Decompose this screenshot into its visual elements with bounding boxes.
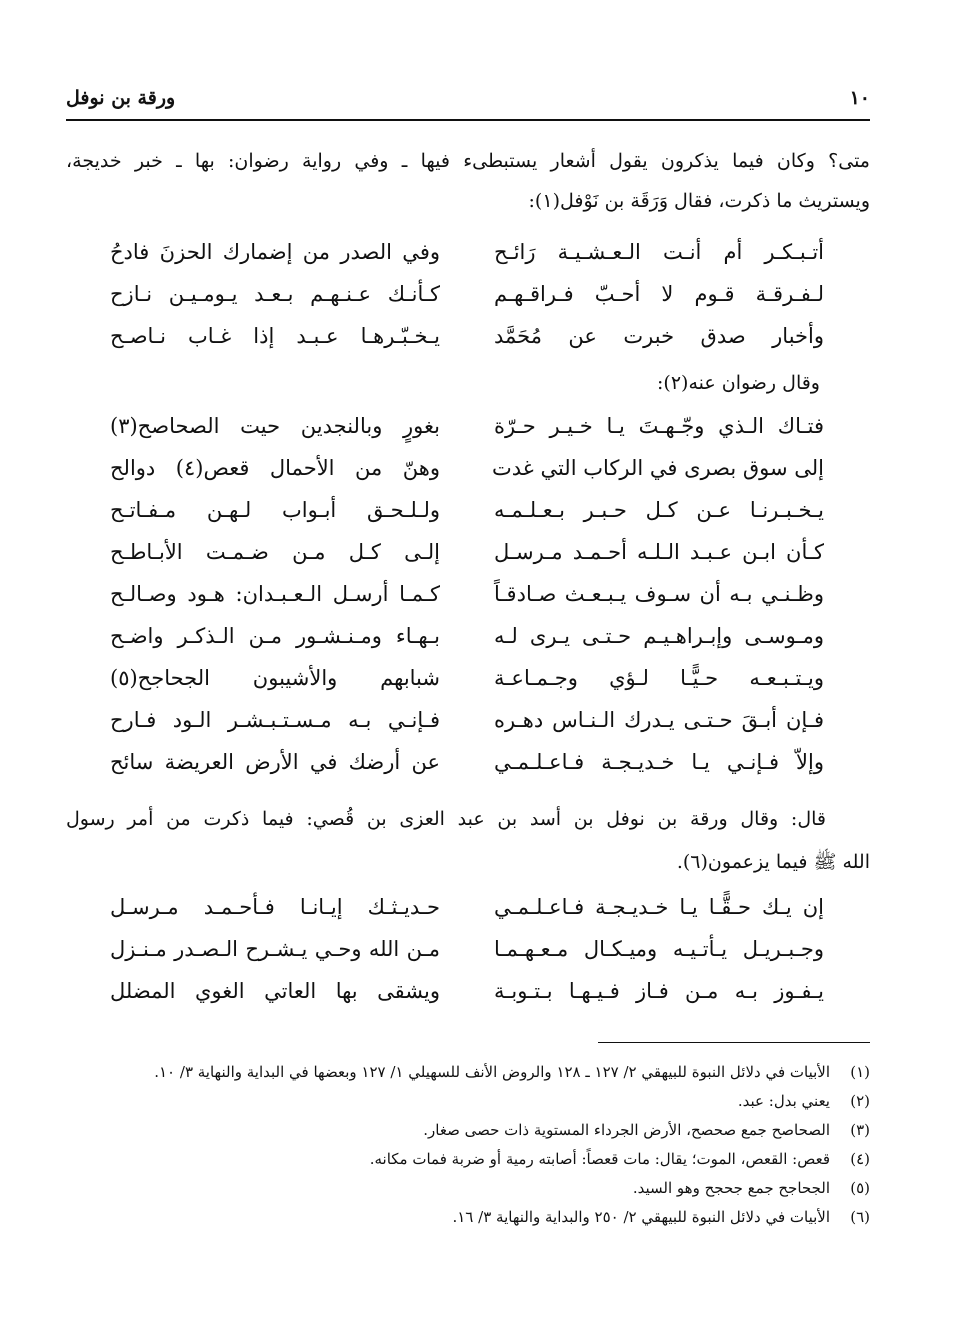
verse bbox=[110, 324, 824, 366]
verse-first-hemistich: فتـاك الـذي وجّـهـتَ يـا خـيـر حـرّة bbox=[494, 414, 824, 438]
verse-first-hemistich: لـفـرقـة قـوم لا أحـبّ فـراقـهـم bbox=[494, 282, 824, 306]
footnote bbox=[66, 1060, 870, 1085]
verse-first-hemistich: وأخبار صدق خبرت عن مُحَمَّد bbox=[494, 324, 824, 348]
verse bbox=[110, 750, 824, 792]
running-title: ورقة بن نوفل bbox=[66, 87, 176, 109]
verse bbox=[110, 456, 824, 498]
verse bbox=[110, 282, 824, 324]
verse-first-hemistich: أتـبـكـر أم أنـت الـعـشـيـة رَائـح bbox=[494, 240, 824, 264]
verse-second-hemistich: شبابهم والأشيبون الجحاجح(٥) bbox=[110, 666, 440, 690]
verse-first-hemistich: كـأن ابـن عـبـد الـلـه أحـمـد مـرسـل bbox=[494, 540, 824, 564]
verse bbox=[110, 240, 824, 282]
footnote-number: (٥) bbox=[850, 1179, 870, 1197]
poem-2 bbox=[110, 414, 824, 792]
verse-first-hemistich: إن يـك حـقًّـا يـا خـديـجـة فـاعـلـمـي bbox=[494, 895, 824, 919]
footnote bbox=[66, 1089, 870, 1114]
footnote-number: (١) bbox=[850, 1063, 870, 1081]
verse-first-hemistich: يـخـبـرنـا عـن كـل حـبـر بـعـلـمـه bbox=[494, 498, 824, 522]
verse-second-hemistich: يـخـبّـرهـا عـبـد إذا غـاب نـاصـح bbox=[110, 324, 440, 348]
page-header bbox=[66, 78, 870, 118]
verse-second-hemistich: عن أرضك في الأرض العريضة سائح bbox=[110, 750, 440, 774]
footnote-number: (٢) bbox=[850, 1092, 870, 1110]
verse bbox=[110, 624, 824, 666]
verse-first-hemistich: يـفـوز بـه مـن فـاز فـيـهـا بـتـوبـة bbox=[494, 979, 824, 1003]
verse-first-hemistich: إلى سوق بصرى في الركاب التي غدت bbox=[492, 456, 824, 480]
verse bbox=[110, 895, 824, 937]
footnote bbox=[66, 1205, 870, 1230]
intro-line-2: ويستريث ما ذكرت، فقال وَرَقَة بن نَوْفل(١): bbox=[528, 190, 870, 212]
page-number: ١٠ bbox=[849, 87, 870, 109]
transition-line: وقال رضوان عنه(٢): bbox=[656, 372, 820, 394]
footnote-number: (٣) bbox=[850, 1121, 870, 1139]
footnote-text: الجحاجح جمع جحجح وهو السيد. bbox=[632, 1179, 830, 1197]
footnote-number: (٦) bbox=[850, 1208, 870, 1226]
footnote-separator bbox=[598, 1042, 870, 1043]
paragraph-2 bbox=[66, 808, 870, 890]
verse-second-hemistich: حـديـثـك إيـانـا فـأحـمـد مـرسـل bbox=[110, 895, 440, 919]
verse bbox=[110, 498, 824, 540]
footnote bbox=[66, 1118, 870, 1143]
header-rule bbox=[66, 119, 870, 121]
verse-first-hemistich: وظـنـي بـه أن سـوف يـبـعـث صـادقـاً bbox=[494, 582, 824, 606]
verse bbox=[110, 979, 824, 1021]
footnote-text: الأبيات في دلائل النبوة للبيهقي ٢/ ٢٥٠ والبداية والنهاية ٣/ ١٦. bbox=[452, 1208, 830, 1226]
verse-first-hemistich: وإلاّ فـإنـي يـا خـديـجـة فـاعـلـمـي bbox=[494, 750, 824, 774]
verse bbox=[110, 666, 824, 708]
verse bbox=[110, 708, 824, 750]
verse-second-hemistich: بغورٍ وبالنجدين حيت الصحاصح(٣) bbox=[110, 414, 440, 438]
verse-second-hemistich: فـإنـي بـه مـسـتـبـشـر الـود فـارح bbox=[110, 708, 440, 732]
verse-second-hemistich: وفي الصدر من إضمارك الحزنَ فادحُ bbox=[110, 240, 440, 264]
verse-second-hemistich: ويشقى بها العاتي الغوي المضلل bbox=[110, 979, 440, 1003]
intro-paragraph bbox=[66, 150, 870, 230]
verse bbox=[110, 937, 824, 979]
paragraph-2-line-2: الله ﷺ فيما يزعمون(٦). bbox=[676, 851, 870, 873]
verse-second-hemistich: كـأنـك عـنـهـم بـعـد يـومـيـن نـازح bbox=[110, 282, 440, 306]
footnote-number: (٤) bbox=[850, 1150, 870, 1168]
verse-first-hemistich: ويـتـبـعـه حـيًّـا لـؤي وجـمـاعـة bbox=[494, 666, 824, 690]
verse-second-hemistich: بـهـاء ومـنـشـور مـن الـذكـر واضـح bbox=[110, 624, 440, 648]
verse-second-hemistich: إلـى كـل مـن ضـمـت الأبـاطـح bbox=[110, 540, 440, 564]
verse-second-hemistich: ولـلـحـق أبـواب لـهـن مـفـاتـح bbox=[110, 498, 440, 522]
verse bbox=[110, 540, 824, 582]
poem-1 bbox=[110, 240, 824, 366]
footnote-text: يعني بدل: عبد. bbox=[737, 1092, 830, 1110]
footnote-text: قعص: القعص، الموت؛ يقال: مات قعصاً: أصابته رمية أو ضربة فمات مكانه. bbox=[369, 1150, 830, 1168]
footnotes bbox=[66, 1060, 870, 1234]
verse-first-hemistich: فـإن أبـقَ حـتـى يـدرك الـنـاس دهـره bbox=[494, 708, 824, 732]
verse-second-hemistich: مـن الله وحـي يـشـرح الـصـدر مـنـزل bbox=[110, 937, 440, 961]
footnote bbox=[66, 1176, 870, 1201]
footnote-text: الصحاصح جمع صحصح، الأرض الجرداء المستوية ذات حصى صغار. bbox=[423, 1121, 830, 1139]
paragraph-2-line-1: قال: وقال ورقة بن نوفل بن أسد بن عبد العزى بن قُصي: فيما ذكرت من أمر رسول bbox=[66, 808, 826, 830]
verse-second-hemistich: كـمـا أرسـل الـعـبـدان: هـود وصـالـح bbox=[110, 582, 440, 606]
intro-line-1: متى؟ وكان فيما يذكرون يقول أشعار يستبطىء فيها ـ وفي رواية رضوان: بها ـ خبر خديجة، bbox=[66, 150, 870, 172]
verse bbox=[110, 414, 824, 456]
verse-first-hemistich: وجـبـريـل يـأتـيـه وميـكـال مـعـهـمـا bbox=[494, 937, 824, 961]
verse bbox=[110, 582, 824, 624]
footnote bbox=[66, 1147, 870, 1172]
poem-3 bbox=[110, 895, 824, 1021]
verse-first-hemistich: ومـوسـى وإبـراهـيـم حـتـى يـرى لـه bbox=[494, 624, 824, 648]
footnote-text: الأبيات في دلائل النبوة للبيهقي ٢/ ١٢٧ ـ ١٢٨ والروض الأنف للسهيلي ١/ ١٢٧ وبعضها في البداية والنهاية ٣/ ١٠. bbox=[154, 1063, 830, 1081]
verse-second-hemistich: وهنّ من الأحمال قعص(٤) دوالح bbox=[110, 456, 441, 480]
